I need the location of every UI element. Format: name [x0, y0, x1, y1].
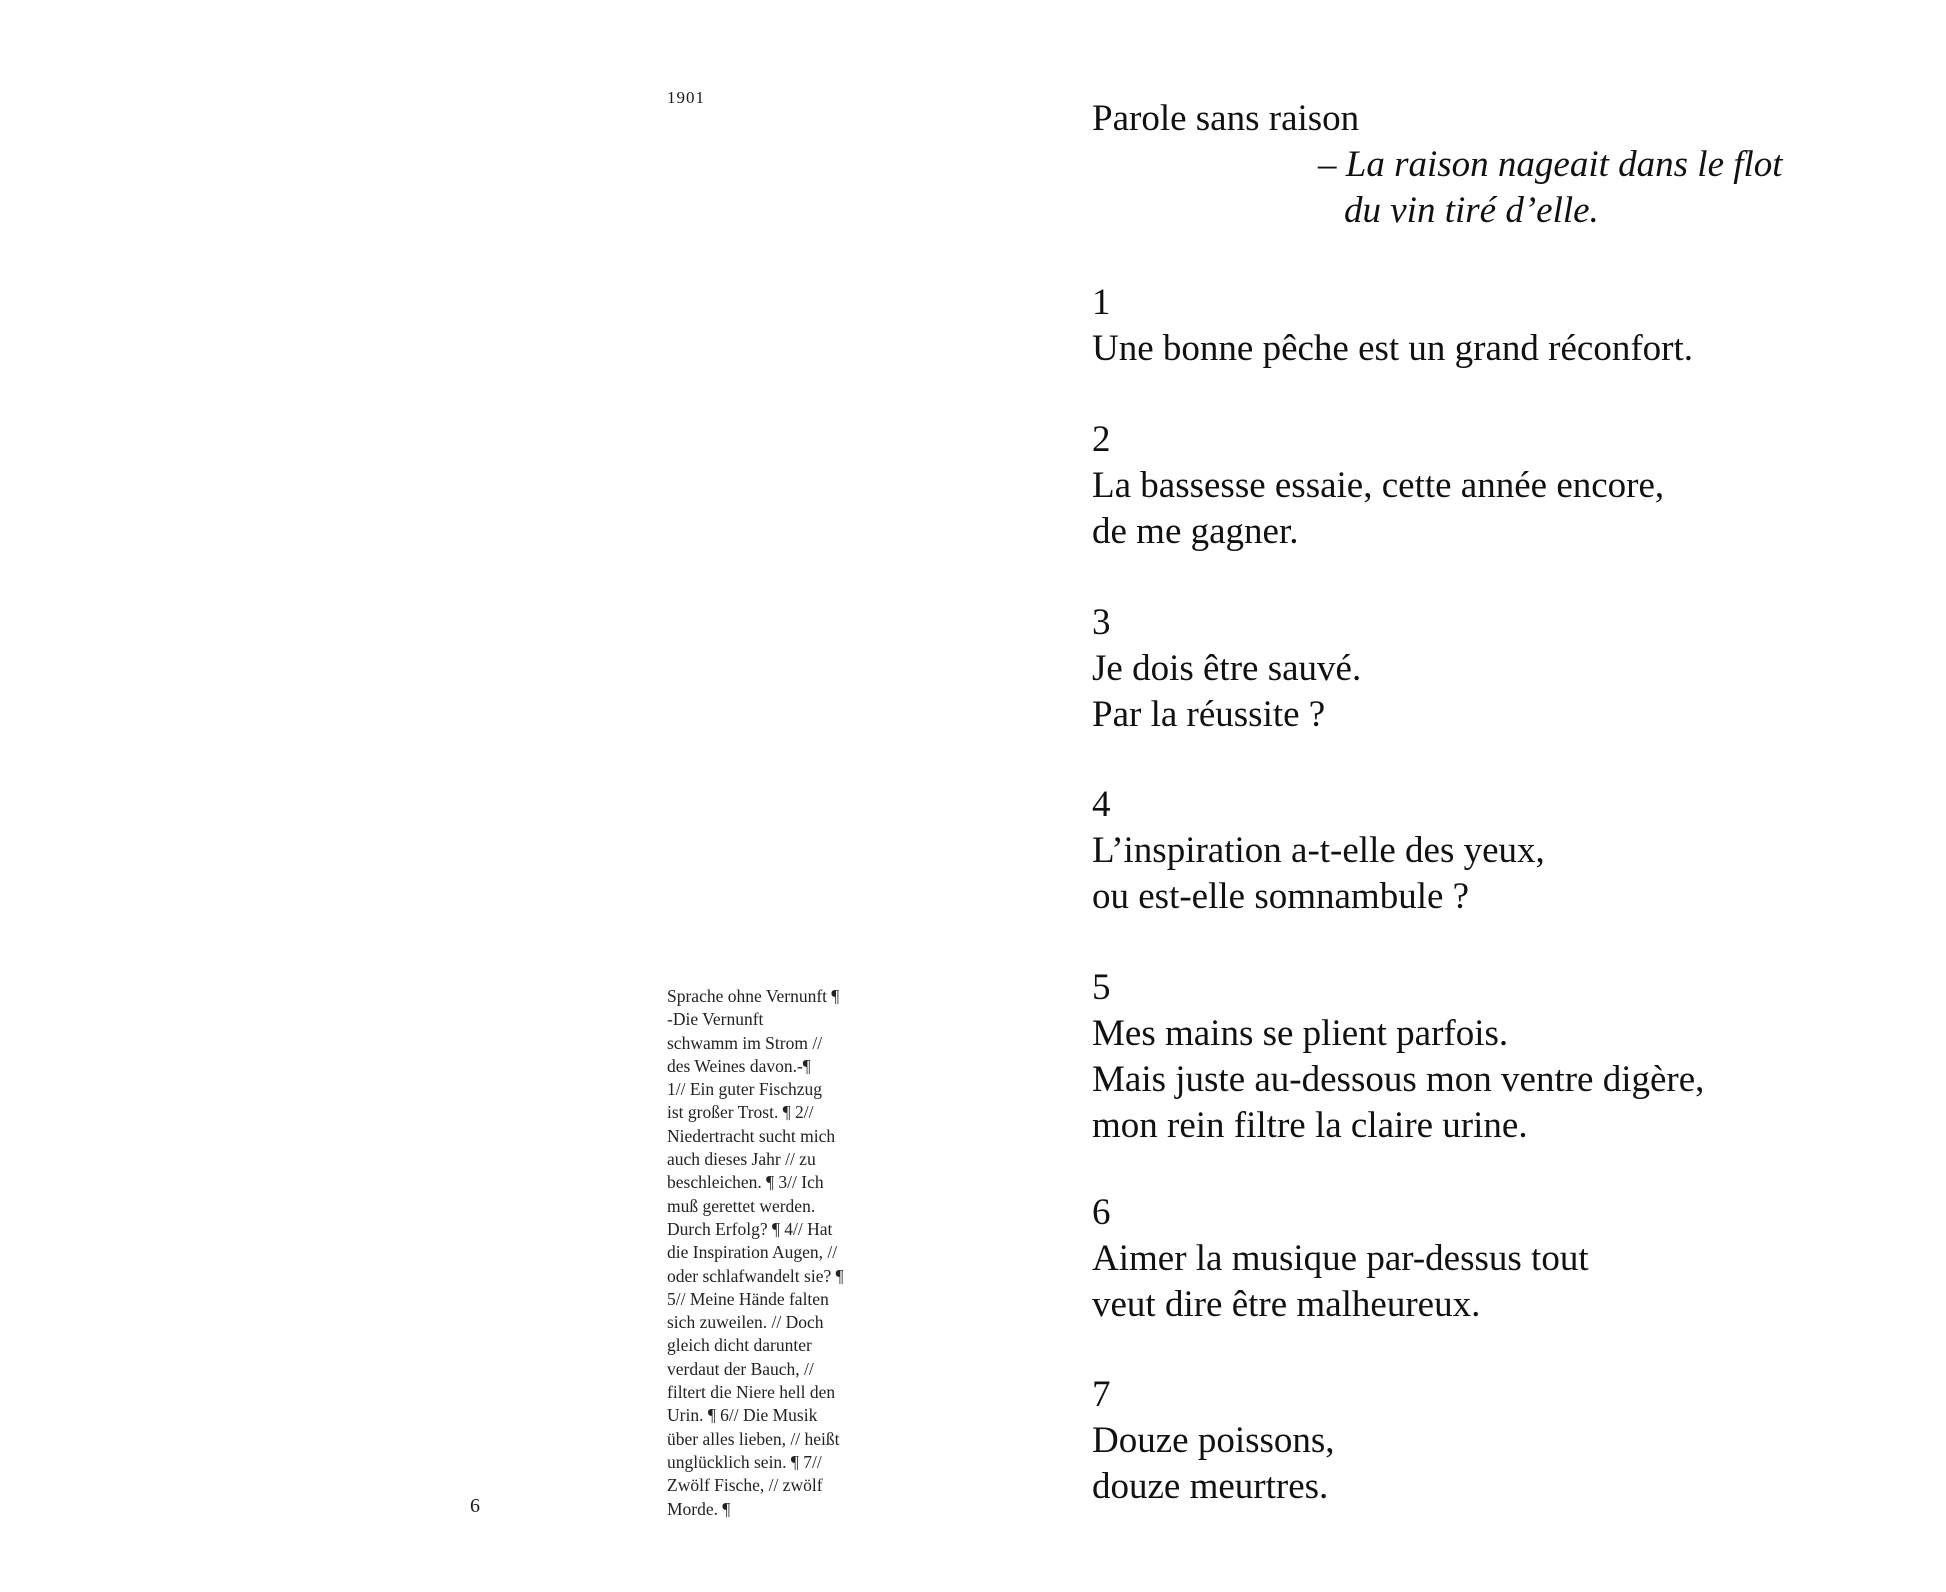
translation-line: auch dieses Jahr // zu — [667, 1149, 816, 1170]
stanza-line: Une bonne pêche est un grand réconfort. — [1092, 328, 1694, 369]
stanza-1 — [1092, 280, 1693, 372]
stanza-line: ou est-elle somnambule ? — [1092, 876, 1470, 917]
stanza-5 — [1092, 965, 1704, 1149]
translation-line: Urin. ¶ 6// Die Musik — [667, 1405, 818, 1426]
stanza-number: 7 — [1092, 1374, 1111, 1415]
year-heading: 1901 — [667, 88, 705, 107]
stanza-line: veut dire être malheureux. — [1092, 1284, 1481, 1325]
translation-line: oder schlafwandelt sie? ¶ — [667, 1265, 844, 1286]
epigraph — [1318, 142, 1783, 234]
translation-line: über alles lieben, // heißt — [667, 1428, 840, 1449]
stanza-line: Mes mains se plient parfois. — [1092, 1013, 1509, 1054]
stanza-2 — [1092, 417, 1664, 555]
translation-line: des Weines davon.-¶ — [667, 1055, 811, 1076]
translation-line: beschleichen. ¶ 3// Ich — [667, 1172, 824, 1193]
translation-line: unglücklich sein. ¶ 7// — [667, 1451, 822, 1472]
translation-line: Morde. ¶ — [667, 1498, 731, 1519]
stanza-number: 2 — [1092, 419, 1111, 460]
translation-line: Niedertracht sucht mich — [667, 1125, 836, 1146]
translation-line: verdaut der Bauch, // — [667, 1358, 814, 1379]
translation-line: 1// Ein guter Fischzug — [667, 1079, 823, 1100]
translation-line: schwamm im Strom // — [667, 1032, 823, 1053]
translation-line: gleich dicht darunter — [667, 1335, 812, 1356]
translation-line: ist großer Trost. ¶ 2// — [667, 1102, 814, 1123]
stanza-line: Douze poissons, — [1092, 1420, 1335, 1461]
stanza-line: douze meurtres. — [1092, 1466, 1329, 1507]
stanza-7 — [1092, 1372, 1335, 1510]
poem-title: Parole sans raison — [1092, 98, 1360, 139]
translation-line: -Die Vernunft — [667, 1009, 764, 1030]
translation-line: Sprache ohne Vernunft ¶ — [667, 986, 840, 1006]
stanza-line: Mais juste au-dessous mon ventre digère, — [1092, 1059, 1705, 1100]
translation-sidebar — [667, 985, 877, 1521]
translation-line: Zwölf Fische, // zwölf — [667, 1475, 823, 1496]
stanza-line: L’inspiration a-t-elle des yeux, — [1092, 830, 1545, 871]
translation-line: sich zuweilen. // Doch — [667, 1312, 824, 1333]
stanza-line: Aimer la musique par-dessus tout — [1092, 1238, 1589, 1279]
stanza-3 — [1092, 600, 1361, 738]
stanza-number: 1 — [1092, 282, 1111, 323]
epigraph-line-1: – La raison nageait dans le flot — [1318, 144, 1783, 185]
translation-line: die Inspiration Augen, // — [667, 1242, 838, 1263]
stanza-number: 4 — [1092, 784, 1111, 825]
translation-line: muß gerettet werden. — [667, 1195, 816, 1216]
translation-line: 5// Meine Hände falten — [667, 1288, 829, 1309]
stanza-number: 6 — [1092, 1192, 1111, 1233]
stanza-6 — [1092, 1190, 1589, 1328]
translation-line: filtert die Niere hell den — [667, 1382, 836, 1403]
stanza-line: La bassesse essaie, cette année encore, — [1092, 465, 1665, 506]
page-number: 6 — [470, 1495, 480, 1517]
stanza-number: 5 — [1092, 967, 1111, 1008]
epigraph-line-2: du vin tiré d’elle. — [1344, 190, 1599, 231]
stanza-line: mon rein filtre la claire urine. — [1092, 1105, 1528, 1146]
stanza-line: de me gagner. — [1092, 511, 1299, 552]
stanza-line: Par la réussite ? — [1092, 694, 1326, 735]
stanza-4 — [1092, 782, 1545, 920]
translation-line: Durch Erfolg? ¶ 4// Hat — [667, 1218, 833, 1239]
stanza-line: Je dois être sauvé. — [1092, 648, 1362, 689]
stanza-number: 3 — [1092, 602, 1111, 643]
